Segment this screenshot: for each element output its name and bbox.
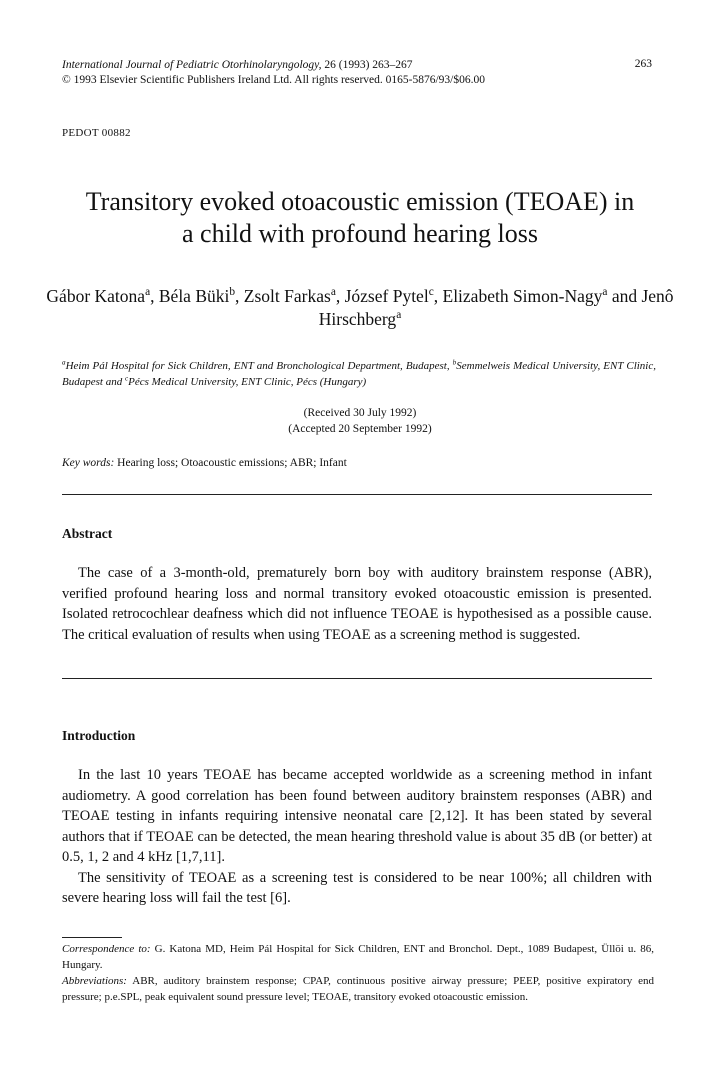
author: József Pytel$^c$,: [344, 286, 443, 306]
author: Gábor Katona$^a$,: [46, 286, 159, 306]
author-list: [40, 285, 680, 331]
copyright-line: © 1993 Elsevier Scientific Publishers Ireland Ltd. All rights reserved. 0165-5876/93/$06.00: [62, 74, 485, 86]
journal-volume: 26 (1993) 263–267: [324, 59, 413, 71]
author: Zsolt Farkas$^a$,: [243, 286, 345, 306]
abstract-body: [62, 563, 652, 645]
keywords-text: Hearing loss; Otoacoustic emissions; ABR; Infant: [117, 457, 347, 469]
abstract-text: The case of a 3-month-old, prematurely born boy with auditory brainstem response (ABR), verified profound hearing loss and normal transitory evoked otoacoustic emission is presented. Isolated retrocochlear deafness which did not influence TEOAE is hypothesised as a possible cause. The critical evaluation of results when using TEOAE as a screening method is suggested.: [62, 565, 652, 643]
keywords: [62, 457, 347, 469]
title-line-1: Transitory evoked otoacoustic emission (TEOAE) in: [85, 187, 635, 216]
paper-title: [40, 186, 680, 250]
abbreviations-note: Abbreviations: ABR, auditory brainstem response; CPAP, continuous positive airway pressure; PEEP, positive expiratory end pressure; p.e.SPL, peak equivalent sound pressure level; TEOAE, transitory evoked otoacoustic emission.: [62, 975, 654, 1003]
abstract-heading: Abstract: [62, 526, 113, 541]
introduction-heading: Introduction: [62, 728, 136, 743]
page-number: 263: [634, 58, 652, 70]
author: Béla Büki$^b$,: [158, 286, 244, 306]
divider: [62, 494, 652, 495]
title-line-2: a child with profound hearing loss: [182, 219, 538, 248]
divider: [62, 678, 652, 679]
footnote-rule: [62, 937, 122, 938]
keywords-label: Key words:: [62, 457, 115, 469]
introduction-body: [62, 765, 652, 909]
journal-name: International Journal of Pediatric Otorhinolaryngology,: [62, 59, 322, 71]
paragraph: In the last 10 years TEOAE has became accepted worldwide as a screening method in infant audiometry. A good correlation has been found between auditory brainstem responses (ABR) and TEOAE testing in infants requiring intensive neonatal care [2,12]. It has been stated by several authors that if TEOAE can be detected, the mean hearing threshold value is about 35 dB (or better) at 0.5, 1, 2 and 4 kHz [1,7,11].: [62, 767, 652, 865]
paragraph: The sensitivity of TEOAE as a screening test is considered to be near 100%; all children with severe hearing loss will fail the test [6].: [62, 869, 652, 906]
author: Elizabeth Simon-Nagy$^a$ and: [442, 286, 642, 306]
accepted-date: (Accepted 20 September 1992): [288, 423, 432, 435]
correspondence-note: Correspondence to: G. Katona MD, Heim Pál Hospital for Sick Children, ENT and Bronchol. Dept., 1089 Budapest, Üllöi u. 86, Hungary.: [62, 943, 654, 971]
article-code: PEDOT 00882: [62, 127, 131, 139]
affiliations: $^a$Heim Pál Hospital for Sick Children, ENT and Bronchological Department, Budapest, $^b$Semmelweis Medical University, ENT Clinic, Budapest and $^c$Pécs Medical University, ENT Clinic, Pécs (Hungary): [62, 358, 656, 388]
footnotes: [62, 941, 654, 1005]
received-dates: [40, 405, 680, 437]
received-date: (Received 30 July 1992): [303, 407, 417, 419]
journal-header: [62, 58, 485, 88]
author: Jenô Hirschberg$^a$: [318, 286, 674, 329]
